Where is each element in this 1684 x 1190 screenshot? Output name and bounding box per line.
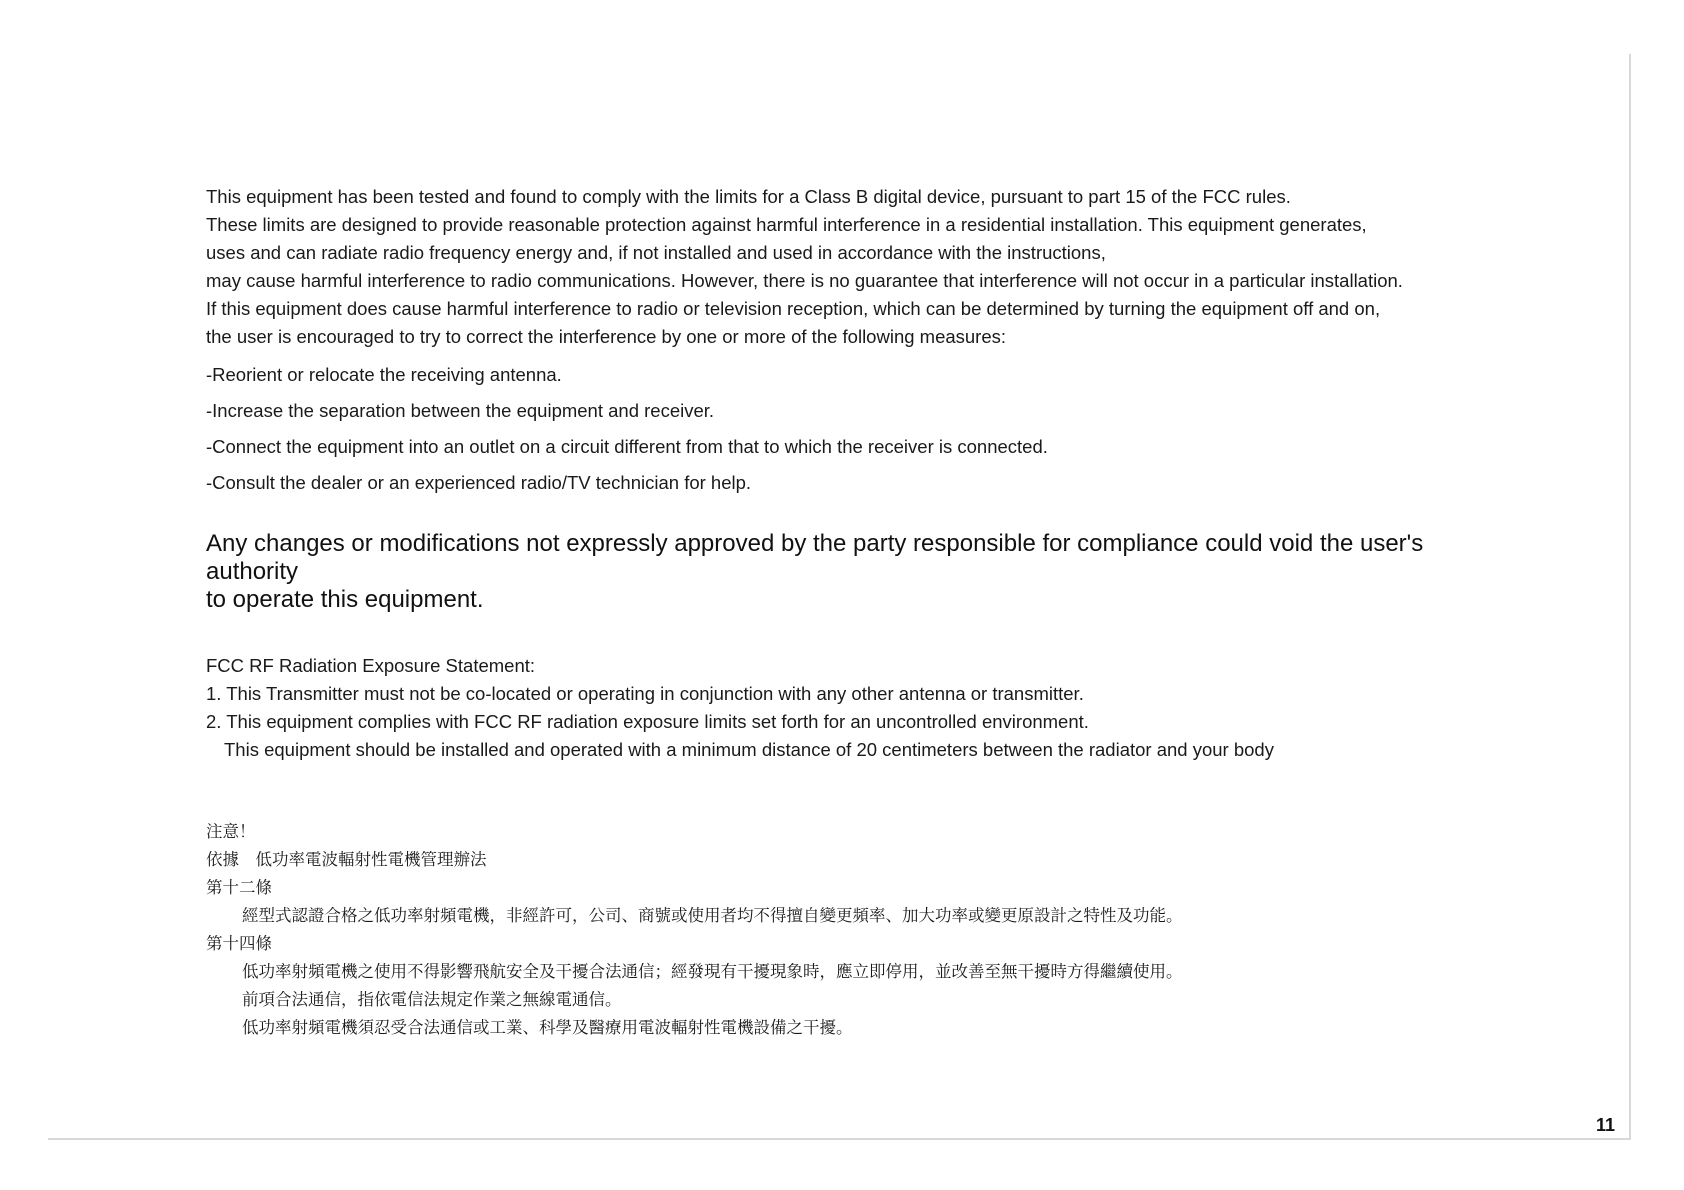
rf-exposure-item-continued: This equipment should be installed and operated with a minimum distance of 20 centimeters between the radiator and your body xyxy=(224,739,1274,760)
modification-warning xyxy=(206,530,1506,614)
fcc-statement-line: These limits are designed to provide reasonable protection against harmful interference in a residential installation. This equipment generates, xyxy=(206,214,1367,235)
article-12-text: 經型式認證合格之低功率射頻電機，非經許可，公司、商號或使用者均不得擅自變更頻率、加大功率或變更原設計之特性及功能。 xyxy=(242,906,1183,925)
measure-item: -Consult the dealer or an experienced radio/TV technician for help. xyxy=(206,472,752,493)
article-14-title: 第十四條 xyxy=(206,934,272,953)
rf-exposure-statement xyxy=(206,652,1506,764)
article-14-text: 低功率射頻電機須忍受合法通信或工業、科學及醫療用電波輻射性電機設備之干擾。 xyxy=(242,1018,853,1037)
fcc-statement xyxy=(206,183,1506,351)
article-14-text: 前項合法通信，指依電信法規定作業之無線電通信。 xyxy=(242,990,622,1009)
article-12-title: 第十二條 xyxy=(206,878,272,897)
measure-item: -Increase the separation between the equipment and receiver. xyxy=(206,400,715,421)
modification-warning-line: Any changes or modifications not expressly approved by the party responsible for compliance could void the user's authority xyxy=(206,530,1424,585)
chinese-notice xyxy=(206,818,1506,1042)
fcc-statement-line: This equipment has been tested and found to comply with the limits for a Class B digital device, pursuant to part 15 of the FCC rules. xyxy=(206,186,1291,207)
rf-exposure-item: 1. This Transmitter must not be co-located or operating in conjunction with any other antenna or transmitter. xyxy=(206,683,1084,704)
fcc-statement-line: the user is encouraged to try to correct the interference by one or more of the following measures: xyxy=(206,326,1007,347)
fcc-statement-line: may cause harmful interference to radio communications. However, there is no guarantee that interference will not occur in a particular installation. xyxy=(206,270,1403,291)
article-14-text: 低功率射頻電機之使用不得影響飛航安全及干擾合法通信；經發現有干擾現象時，應立即停用，並改善至無干擾時方得繼續使用。 xyxy=(242,962,1183,981)
measure-item: -Reorient or relocate the receiving antenna. xyxy=(206,364,562,385)
fcc-statement-line: uses and can radiate radio frequency energy and, if not installed and used in accordance with the instructions, xyxy=(206,242,1106,263)
document-body xyxy=(206,183,1506,1042)
fcc-statement-line: If this equipment does cause harmful interference to radio or television reception, which can be determined by turning the equipment off and on, xyxy=(206,298,1381,319)
page-border-bottom xyxy=(48,1138,1631,1140)
measure-item: -Connect the equipment into an outlet on a circuit different from that to which the receiver is connected. xyxy=(206,436,1048,457)
modification-warning-line: to operate this equipment. xyxy=(206,586,484,613)
page-border-right xyxy=(1629,54,1631,1138)
rf-exposure-heading: FCC RF Radiation Exposure Statement: xyxy=(206,655,536,676)
chinese-notice-heading: 注意！ xyxy=(206,822,256,841)
interference-measures-list xyxy=(206,357,1506,501)
rf-exposure-item: 2. This equipment complies with FCC RF radiation exposure limits set forth for an uncontrolled environment. xyxy=(206,711,1089,732)
page-number: 11 xyxy=(1596,1115,1616,1135)
chinese-notice-basis: 依據 低功率電波輻射性電機管理辦法 xyxy=(206,850,487,869)
